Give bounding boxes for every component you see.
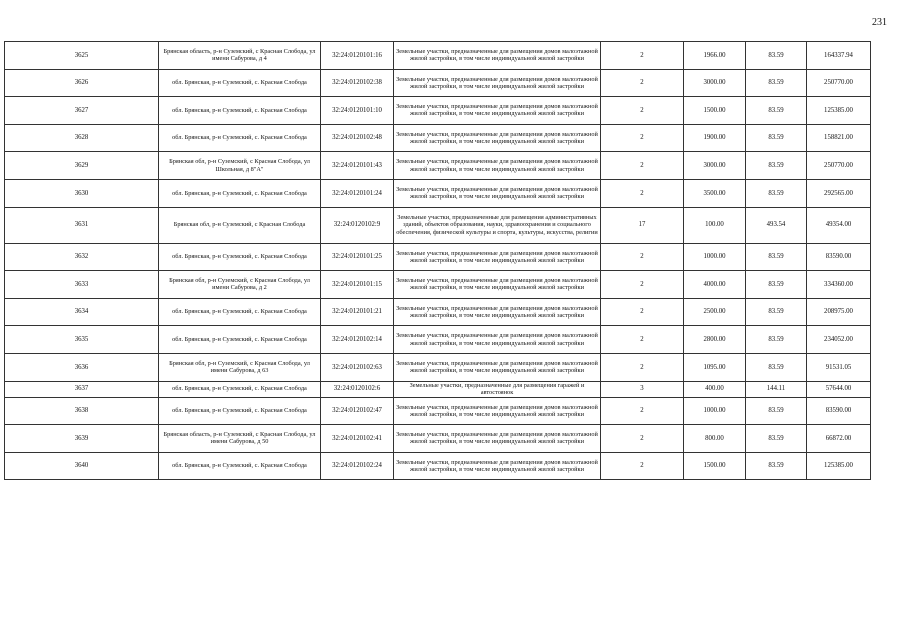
category-code-cell: 2: [601, 97, 684, 125]
cadastral-value-cell: 83590.00: [807, 397, 871, 425]
table-row: [5, 42, 871, 70]
land-purpose-cell: Земельные участки, предназначенные для размещения домов малоэтажной жилой застройки, в том числе индивидуальной жилой застройки: [394, 397, 601, 425]
cadastral-number-cell: 32:24:0120102:24: [321, 452, 394, 480]
category-code-cell: 2: [601, 179, 684, 207]
row-number-cell: 3627: [5, 97, 159, 125]
table-row: [5, 207, 871, 243]
cadastral-value-cell: 49354.00: [807, 207, 871, 243]
area-cell: 1095.00: [684, 353, 746, 381]
row-number-cell: 3636: [5, 353, 159, 381]
cadastral-number-cell: 32:24:0120101:10: [321, 97, 394, 125]
land-purpose-cell: Земельные участки, предназначенные для размещения домов малоэтажной жилой застройки, в том числе индивидуальной жилой застройки: [394, 179, 601, 207]
specific-value-cell: 83.59: [746, 97, 807, 125]
cadastral-number-cell: 32:24:0120101:16: [321, 42, 394, 70]
row-number-cell: 3629: [5, 152, 159, 180]
specific-value-cell: 83.59: [746, 124, 807, 152]
cadastral-value-cell: 91531.05: [807, 353, 871, 381]
area-cell: 1900.00: [684, 124, 746, 152]
address-cell: Брянская область, р-н Суземский, с Красная Слобода, ул имени Сабурова, д 4: [159, 42, 321, 70]
table-row: [5, 152, 871, 180]
area-cell: 1000.00: [684, 397, 746, 425]
land-purpose-cell: Земельные участки, предназначенные для размещения гаражей и автостоянок: [394, 381, 601, 397]
cadastral-number-cell: 32:24:0120101:15: [321, 271, 394, 299]
row-number-cell: 3628: [5, 124, 159, 152]
table-row: [5, 381, 871, 397]
page-number: 231: [872, 17, 887, 28]
row-number-cell: 3633: [5, 271, 159, 299]
specific-value-cell: 83.59: [746, 271, 807, 299]
category-code-cell: 3: [601, 381, 684, 397]
area-cell: 3000.00: [684, 69, 746, 97]
address-cell: Брянская обл, р-н Суземский, с Красная Слобода: [159, 207, 321, 243]
land-purpose-cell: Земельные участки, предназначенные для размещения домов малоэтажной жилой застройки, в том числе индивидуальной жилой застройки: [394, 243, 601, 271]
row-number-cell: 3638: [5, 397, 159, 425]
specific-value-cell: 83.59: [746, 179, 807, 207]
address-cell: Брянская обл, р-н Суземский, с Красная Слобода, ул имени Сабурова, д 63: [159, 353, 321, 381]
category-code-cell: 2: [601, 243, 684, 271]
cadastral-number-cell: 32:24:0120102:9: [321, 207, 394, 243]
land-cadastral-table: [4, 41, 871, 480]
specific-value-cell: 83.59: [746, 425, 807, 453]
cadastral-number-cell: 32:24:0120102:63: [321, 353, 394, 381]
row-number-cell: 3634: [5, 298, 159, 326]
land-purpose-cell: Земельные участки, предназначенные для размещения домов малоэтажной жилой застройки, в том числе индивидуальной жилой застройки: [394, 452, 601, 480]
area-cell: 1966.00: [684, 42, 746, 70]
area-cell: 2500.00: [684, 298, 746, 326]
area-cell: 4000.00: [684, 271, 746, 299]
specific-value-cell: 83.59: [746, 243, 807, 271]
land-purpose-cell: Земельные участки, предназначенные для размещения домов малоэтажной жилой застройки, в том числе индивидуальной жилой застройки: [394, 42, 601, 70]
cadastral-value-cell: 125385.00: [807, 97, 871, 125]
row-number-cell: 3637: [5, 381, 159, 397]
cadastral-number-cell: 32:24:0120102:41: [321, 425, 394, 453]
area-cell: 2800.00: [684, 326, 746, 354]
table-row: [5, 271, 871, 299]
row-number-cell: 3631: [5, 207, 159, 243]
table-row: [5, 69, 871, 97]
specific-value-cell: 83.59: [746, 42, 807, 70]
table-row: [5, 243, 871, 271]
cadastral-value-cell: 66872.00: [807, 425, 871, 453]
table-row: [5, 425, 871, 453]
address-cell: обл. Брянская, р-н Суземский, с. Красная Слобода: [159, 124, 321, 152]
row-number-cell: 3639: [5, 425, 159, 453]
land-purpose-cell: Земельные участки, предназначенные для размещения домов малоэтажной жилой застройки, в том числе индивидуальной жилой застройки: [394, 97, 601, 125]
area-cell: 1000.00: [684, 243, 746, 271]
cadastral-value-cell: 208975.00: [807, 298, 871, 326]
table-row: [5, 397, 871, 425]
address-cell: обл. Брянская, р-н Суземский, с. Красная Слобода: [159, 243, 321, 271]
address-cell: обл. Брянская, р-н Суземский, с. Красная Слобода: [159, 97, 321, 125]
address-cell: обл. Брянская, р-н Суземский, с. Красная Слобода: [159, 179, 321, 207]
land-purpose-cell: Земельные участки, предназначенные для размещения домов малоэтажной жилой застройки, в том числе индивидуальной жилой застройки: [394, 124, 601, 152]
cadastral-number-cell: 32:24:0120101:25: [321, 243, 394, 271]
row-number-cell: 3630: [5, 179, 159, 207]
category-code-cell: 17: [601, 207, 684, 243]
category-code-cell: 2: [601, 397, 684, 425]
cadastral-number-cell: 32:24:0120102:47: [321, 397, 394, 425]
specific-value-cell: 83.59: [746, 452, 807, 480]
address-cell: Брянская обл, р-н Суземский, с Красная Слобода, ул Школьная, д 8"А": [159, 152, 321, 180]
category-code-cell: 2: [601, 353, 684, 381]
address-cell: обл. Брянская, р-н Суземский, с. Красная Слобода: [159, 326, 321, 354]
row-number-cell: 3640: [5, 452, 159, 480]
land-purpose-cell: Земельные участки, предназначенные для размещения домов малоэтажной жилой застройки, в том числе индивидуальной жилой застройки: [394, 353, 601, 381]
table-body: [5, 42, 871, 480]
area-cell: 3000.00: [684, 152, 746, 180]
land-purpose-cell: Земельные участки, предназначенные для размещения административных зданий, объектов образования, науки, здравоохранения и социального обеспечения, физической культуры и спорта, культуры, искусства, религии: [394, 207, 601, 243]
address-cell: обл. Брянская, р-н Суземский, с. Красная Слобода: [159, 452, 321, 480]
land-purpose-cell: Земельные участки, предназначенные для размещения домов малоэтажной жилой застройки, в том числе индивидуальной жилой застройки: [394, 298, 601, 326]
category-code-cell: 2: [601, 326, 684, 354]
area-cell: 3500.00: [684, 179, 746, 207]
specific-value-cell: 144.11: [746, 381, 807, 397]
specific-value-cell: 83.59: [746, 397, 807, 425]
cadastral-value-cell: 250770.00: [807, 69, 871, 97]
table-row: [5, 326, 871, 354]
specific-value-cell: 83.59: [746, 69, 807, 97]
cadastral-number-cell: 32:24:0120102:38: [321, 69, 394, 97]
cadastral-number-cell: 32:24:0120102:48: [321, 124, 394, 152]
cadastral-value-cell: 57644.00: [807, 381, 871, 397]
area-cell: 1500.00: [684, 452, 746, 480]
table-row: [5, 353, 871, 381]
cadastral-value-cell: 250770.00: [807, 152, 871, 180]
land-purpose-cell: Земельные участки, предназначенные для размещения домов малоэтажной жилой застройки, в том числе индивидуальной жилой застройки: [394, 69, 601, 97]
table-row: [5, 97, 871, 125]
cadastral-number-cell: 32:24:0120101:24: [321, 179, 394, 207]
category-code-cell: 2: [601, 271, 684, 299]
category-code-cell: 2: [601, 152, 684, 180]
address-cell: обл. Брянская, р-н Суземский, с. Красная Слобода: [159, 397, 321, 425]
address-cell: обл. Брянская, р-н Суземский, с. Красная Слобода: [159, 298, 321, 326]
row-number-cell: 3635: [5, 326, 159, 354]
category-code-cell: 2: [601, 298, 684, 326]
table-row: [5, 452, 871, 480]
cadastral-number-cell: 32:24:0120102:6: [321, 381, 394, 397]
specific-value-cell: 83.59: [746, 326, 807, 354]
cadastral-value-cell: 292565.00: [807, 179, 871, 207]
category-code-cell: 2: [601, 425, 684, 453]
land-purpose-cell: Земельные участки, предназначенные для размещения домов малоэтажной жилой застройки, в том числе индивидуальной жилой застройки: [394, 326, 601, 354]
row-number-cell: 3625: [5, 42, 159, 70]
cadastral-value-cell: 164337.94: [807, 42, 871, 70]
specific-value-cell: 493.54: [746, 207, 807, 243]
cadastral-value-cell: 125385.00: [807, 452, 871, 480]
area-cell: 100.00: [684, 207, 746, 243]
address-cell: Брянская область, р-н Суземский, с Красная Слобода, ул имени Сабурова, д 50: [159, 425, 321, 453]
table-row: [5, 298, 871, 326]
cadastral-number-cell: 32:24:0120101:21: [321, 298, 394, 326]
row-number-cell: 3632: [5, 243, 159, 271]
category-code-cell: 2: [601, 42, 684, 70]
cadastral-value-cell: 334360.00: [807, 271, 871, 299]
specific-value-cell: 83.59: [746, 353, 807, 381]
land-purpose-cell: Земельные участки, предназначенные для размещения домов малоэтажной жилой застройки, в том числе индивидуальной жилой застройки: [394, 271, 601, 299]
cadastral-value-cell: 83590.00: [807, 243, 871, 271]
land-purpose-cell: Земельные участки, предназначенные для размещения домов малоэтажной жилой застройки, в том числе индивидуальной жилой застройки: [394, 425, 601, 453]
cadastral-number-cell: 32:24:0120102:14: [321, 326, 394, 354]
cadastral-value-cell: 234052.00: [807, 326, 871, 354]
category-code-cell: 2: [601, 69, 684, 97]
row-number-cell: 3626: [5, 69, 159, 97]
area-cell: 800.00: [684, 425, 746, 453]
area-cell: 400.00: [684, 381, 746, 397]
land-purpose-cell: Земельные участки, предназначенные для размещения домов малоэтажной жилой застройки, в том числе индивидуальной жилой застройки: [394, 152, 601, 180]
address-cell: Брянская обл, р-н Суземский, с Красная Слобода, ул имени Сабурова, д 2: [159, 271, 321, 299]
table-row: [5, 179, 871, 207]
address-cell: обл. Брянская, р-н Суземский, с. Красная Слобода: [159, 381, 321, 397]
table-row: [5, 124, 871, 152]
cadastral-value-cell: 158821.00: [807, 124, 871, 152]
category-code-cell: 2: [601, 452, 684, 480]
specific-value-cell: 83.59: [746, 152, 807, 180]
cadastral-number-cell: 32:24:0120101:43: [321, 152, 394, 180]
category-code-cell: 2: [601, 124, 684, 152]
area-cell: 1500.00: [684, 97, 746, 125]
address-cell: обл. Брянская, р-н Суземский, с. Красная Слобода: [159, 69, 321, 97]
specific-value-cell: 83.59: [746, 298, 807, 326]
